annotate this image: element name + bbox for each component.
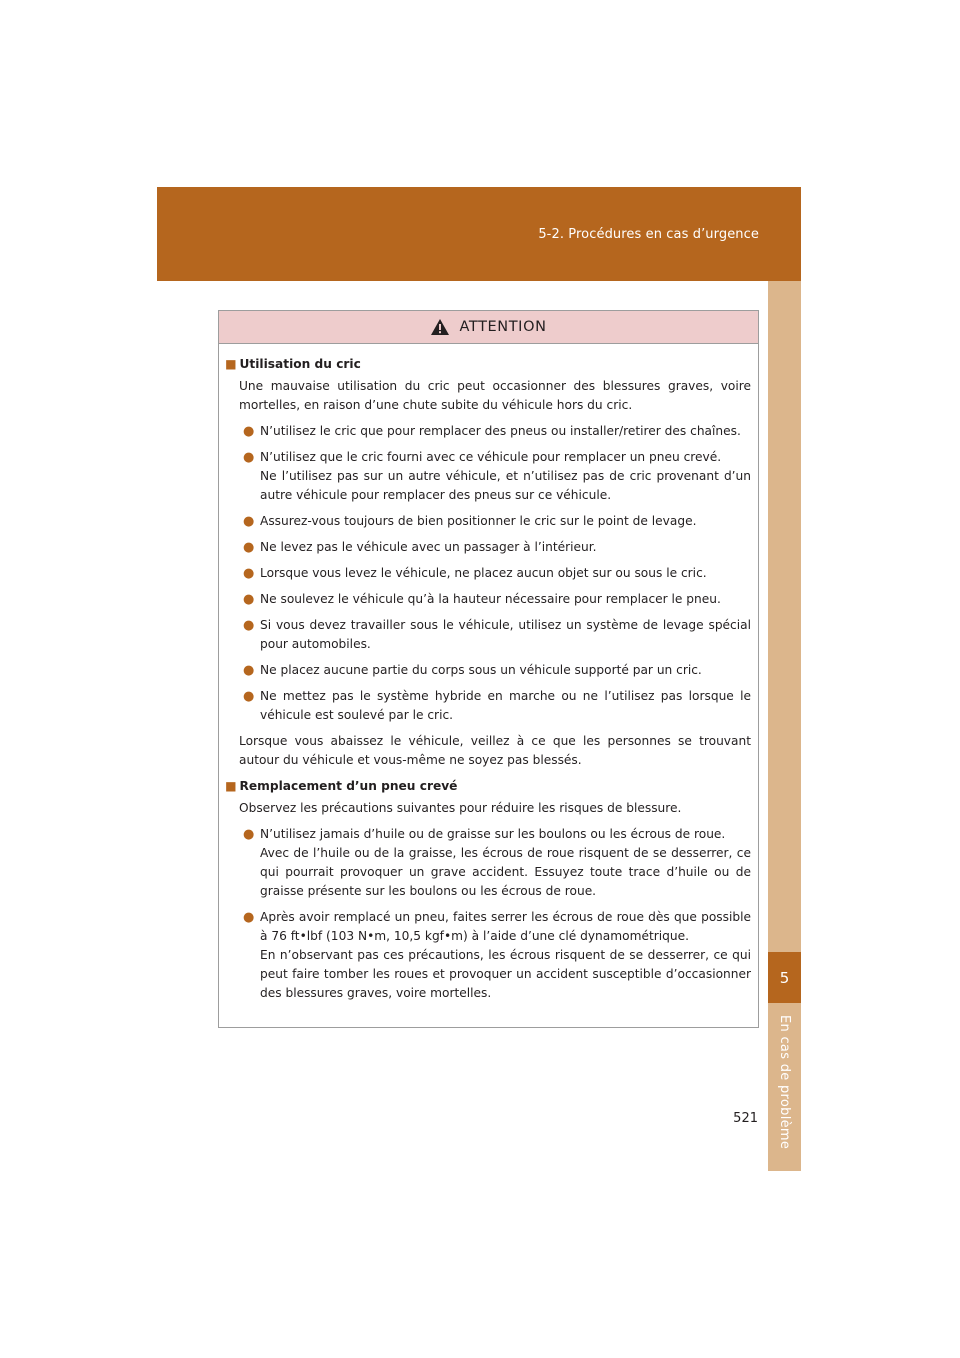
- list-item: ● Si vous devez travailler sous le véhicule, utilisez un système de levage spécial pour automobiles.: [243, 618, 751, 651]
- warning-box: [218, 310, 759, 1028]
- bullet-dot-icon: ●: [243, 566, 255, 581]
- list-item-detail: En n’observant pas ces précautions, les écrous risquent de se desserrer, ce qui peut faire tomber les roues et provoquer un accident susceptible d’occasionner des blessures graves, voire mortelles.: [260, 948, 751, 1000]
- list-item: ● N’utilisez le cric que pour remplacer des pneus ou installer/retirer des chaînes.: [243, 424, 741, 439]
- list-item: ● Ne levez pas le véhicule avec un passager à l’intérieur.: [243, 540, 597, 555]
- section-header-band: [157, 187, 801, 281]
- square-bullet-icon: ■: [225, 779, 237, 793]
- bullet-dot-icon: ●: [243, 689, 255, 704]
- paragraph-jack-intro: Une mauvaise utilisation du cric peut occasionner des blessures graves, voire mortelles, en raison d’une chute subite du véhicule hors du cric.: [239, 379, 751, 412]
- list-item: ● Ne placez aucune partie du corps sous un véhicule supporté par un cric.: [243, 663, 702, 678]
- section-heading-jack: ■ Utilisation du cric: [225, 357, 361, 371]
- list-item: ● Assurez-vous toujours de bien positionner le cric sur le point de levage.: [243, 514, 697, 529]
- list-item: ● Ne mettez pas le système hybride en marche ou ne l’utilisez pas lorsque le véhicule est soulevé par le cric.: [243, 689, 751, 722]
- bullet-dot-icon: ●: [243, 663, 255, 678]
- bullet-dot-icon: ●: [243, 827, 255, 842]
- bullet-dot-icon: ●: [243, 592, 255, 607]
- warning-triangle-icon: [430, 318, 450, 336]
- bullet-dot-icon: ●: [243, 450, 255, 465]
- section-heading-tire: ■ Remplacement d’un pneu crevé: [225, 779, 458, 793]
- list-item-detail: Avec de l’huile ou de la graisse, les écrous de roue risquent de se desserrer, ce qui pourrait provoquer un grave accident. Essuyez toute trace d’huile ou de graisse présente sur les boulons ou les écrous de roue.: [260, 846, 751, 898]
- warning-title: ATTENTION: [459, 319, 547, 335]
- paragraph-tire-intro: Observez les précautions suivantes pour réduire les risques de blessure.: [239, 801, 682, 815]
- warning-content: [219, 344, 758, 1003]
- bullet-dot-icon: ●: [243, 514, 255, 529]
- chapter-number: 5: [768, 952, 801, 1003]
- bullet-dot-icon: ●: [243, 910, 255, 925]
- bullet-dot-icon: ●: [243, 424, 255, 439]
- list-item: ● Lorsque vous levez le véhicule, ne placez aucun objet sur ou sous le cric.: [243, 566, 707, 581]
- warning-header: [219, 311, 758, 344]
- page-number: 521: [733, 1111, 758, 1126]
- list-item: ● N’utilisez jamais d’huile ou de graisse sur les boulons ou les écrous de roue. Avec de l’huile ou de la graisse, les écrous de roue risquent de se desserrer, ce qui pourrait provoquer un grave accident. Essuyez toute trace d’huile ou de graisse présente sur les boulons ou les écrous de roue.: [225, 825, 751, 901]
- section-title: 5-2. Procédures en cas d’urgence: [538, 227, 759, 242]
- list-item: ● N’utilisez que le cric fourni avec ce véhicule pour remplacer un pneu crevé. Ne l’utilisez pas sur un autre véhicule, et n’utilisez pas de cric provenant d’un autre véhicule pour remplacer des pneus sur ce véhicule.: [225, 448, 751, 505]
- chapter-label: En cas de problème: [777, 1015, 792, 1150]
- square-bullet-icon: ■: [225, 357, 237, 371]
- paragraph-jack-closing: Lorsque vous abaissez le véhicule, veillez à ce que les personnes se trouvant autour du véhicule et vous-même ne soyez pas blessés.: [239, 734, 751, 767]
- bullet-dot-icon: ●: [243, 540, 255, 555]
- list-item: ● Après avoir remplacé un pneu, faites serrer les écrous de roue dès que possible à 76 ft•lbf (103 N•m, 10,5 kgf•m) à l’aide d’une clé dynamométrique. En n’observant pas ces précautions, les écrous risquent de se desserrer, ce qui peut faire tomber les roues et provoquer un accident susceptible d’occasionner des blessures graves, voire mortelles.: [225, 908, 751, 1003]
- bullet-dot-icon: ●: [243, 618, 255, 633]
- list-item-detail: Ne l’utilisez pas sur un autre véhicule, et n’utilisez pas de cric provenant d’un autre véhicule pour remplacer des pneus sur ce véhicule.: [260, 469, 751, 502]
- list-item: ● Ne soulevez le véhicule qu’à la hauteur nécessaire pour remplacer le pneu.: [243, 592, 721, 607]
